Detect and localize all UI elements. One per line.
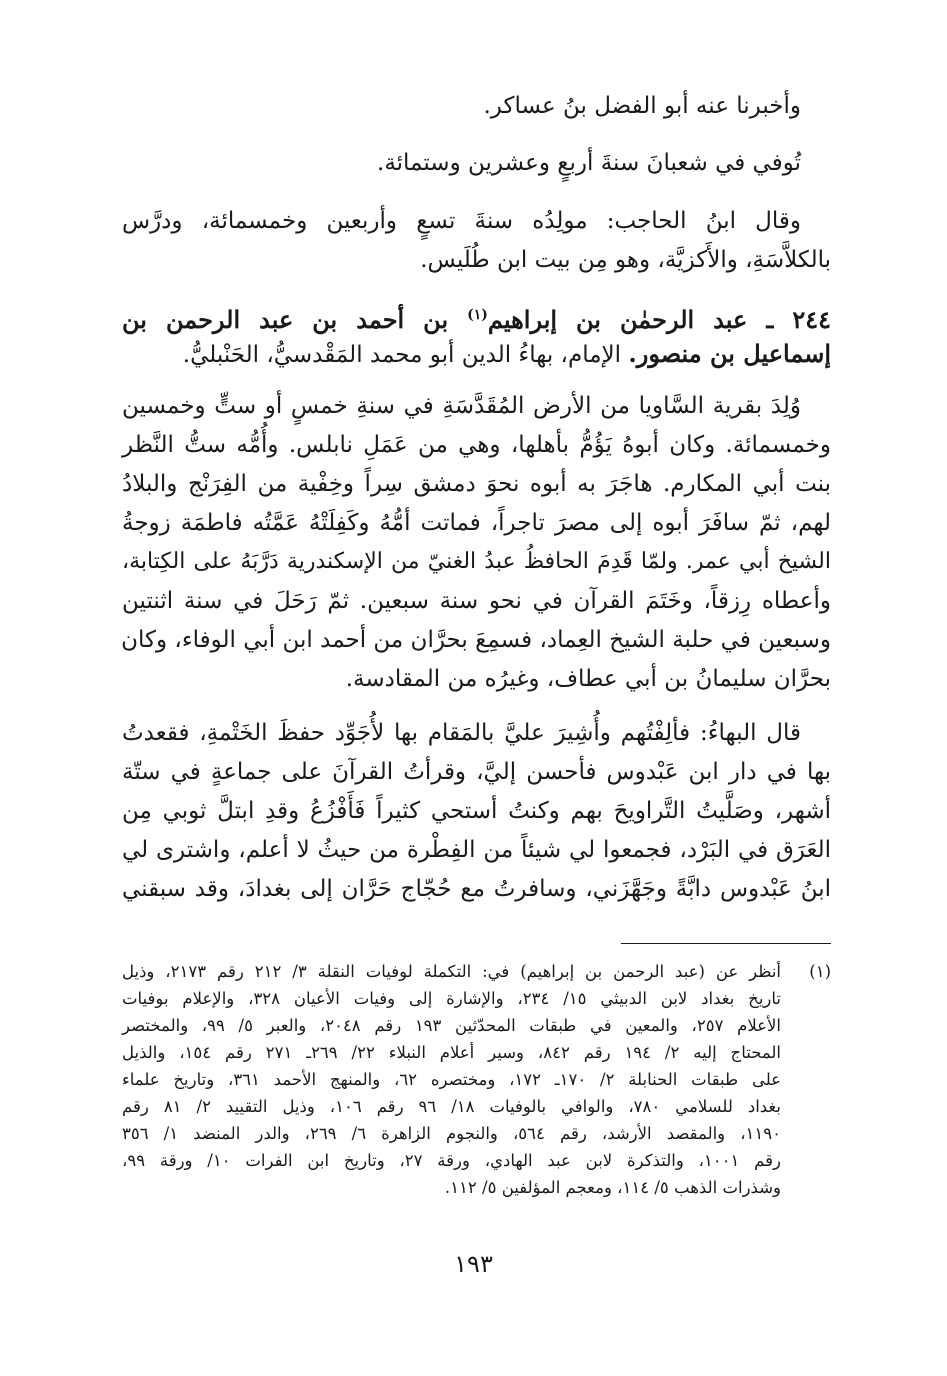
text-line: قال البهاءُ: فألِفْتُهم وأُشِيرَ عليَّ بالمَقام بها لأُجَوِّد حفظَ الخَتْمةِ، فقعدتُ bbox=[122, 720, 801, 746]
text-line: الشيخ أبي عمر. ولمّا قَدِمَ الحافظُ عبدُ الغنيّ من الإسكندرية دَرَّبَهُ على الكِتابة، bbox=[122, 549, 831, 574]
text-line: وأخبرنا عنه أبو الفضل بنُ عساكر. bbox=[483, 93, 801, 119]
footnote-line: تاريخ بغداد لابن الدبيثي ١٥/ ٢٣٤، والإشارة إلى وفيات الأعيان ٣٢٨، والإعلام بوفيات bbox=[122, 989, 782, 1008]
footnote-line: الأعلام ٢٥٧، والمعين في طبقات المحدّثين ١٩٣ رقم ٢٠٤٨، والعبر ٥/ ٩٩، والمختصر bbox=[122, 1016, 782, 1035]
text-line: ابنُ عَبْدوس دابَّةً وجَهَّزَني، وسافرتُ مع حُجّاج حَرَّان إلى بغدادَ، وقد سبقني bbox=[122, 876, 831, 902]
footnote-reference: (١) bbox=[467, 307, 488, 323]
text-line: وسبعين في حلبة الشيخ العِماد، فسمِعَ بحرَّان من أحمد ابن أبي الوفاء، وكان bbox=[121, 627, 831, 653]
footnote-line: أنظر عن (عبد الرحمن بن إبراهيم) في: التكملة لوفيات النقلة ٣/ ٢١٢ رقم ٢١٧٣، وذيل bbox=[122, 962, 781, 981]
entry-heading-lineage: بن أحمد بن عبد الرحمن بن bbox=[122, 305, 449, 334]
footnote-line: وشذرات الذهب ٥/ ١١٤، ومعجم المؤلفين ٥/ ١١٢. bbox=[444, 1178, 781, 1197]
text-line: وأعطاه رِزقاً، وخَتَمَ القرآن في نحو سنة سبعين. ثمّ رَحَلَ في سنة اثنتين bbox=[122, 588, 831, 614]
text-line: وقال ابنُ الحاجب: مولِدُه سنةَ تسعٍ وأربعين وخمسمائة، ودرَّس bbox=[122, 208, 801, 234]
text-line: وخمسمائة. وكان أبوهُ يَؤُمُّ بأهلها، وهي من عَمَلِ نابلس. وأُمُّه ستُّ النَّظر bbox=[122, 432, 831, 458]
entry-heading bbox=[122, 297, 831, 338]
entry-heading-name: ٢٤٤ ـ عبد الرحمٰن بن إبراهيم bbox=[487, 305, 832, 334]
text-line: بها في دار ابن عَبْدوس فأحسن إليَّ، وقرأتُ القرآنَ على جماعةٍ في ستّة bbox=[122, 759, 831, 785]
entry-heading-line2 bbox=[122, 336, 831, 373]
text-line: بالكلاَّسَةِ، والأَكزيَّة، وهو مِن بيت ابن طُلَيس. bbox=[420, 247, 831, 273]
text-line: أشهر، وصَلَّيتُ التَّراويحَ بهم وكنتُ أستحي كثيراً فَأَفْزُعُ وقدِ ابتلَّ ثوبي مِن bbox=[122, 798, 831, 824]
footnote-line: المحتاج إليه ٢/ ١٩٤ رقم ٨٤٢، وسير أعلام النبلاء ٢٢/ ٢٦٩ـ ٢٧١ رقم ١٥٤، والذيل bbox=[122, 1043, 782, 1062]
page-number: ١٩٣ bbox=[454, 1250, 493, 1278]
entry-heading-lineage-end: إسماعيل بن منصور. bbox=[628, 339, 831, 368]
text-line: بحرَّان سليمانُ بن أبي عطاف، وغيرُه من المقادسة. bbox=[345, 666, 831, 692]
entry-titles: الإمام، بهاءُ الدين أبو محمد المَقْدسيُّ، الحَنْبليُّ. bbox=[182, 342, 622, 368]
footnote-number: (١) bbox=[809, 962, 831, 981]
text-line: وُلِدَ بقرية السَّاويا من الأرض المُقَدَّسَةِ في سنةِ خمسٍ أو ستٍّ وخمسين bbox=[122, 393, 801, 419]
text-line: العَرَق في البَرْد، فجمعوا لي شيئاً من الفِطْرة من حيثُ لا أعلم، واشترى لي bbox=[122, 837, 831, 863]
text-line: بنت أبي المكارم. هاجَرَ به أبوه نحوَ دمشق سِراً وخِفْية من الفِرَنْج والبلادُ bbox=[122, 471, 831, 497]
text-line: لهم، ثمّ سافَرَ أبوه إلى مصرَ تاجراً، فماتت أمُّهُ وكَفِلَتْهُ عَمَّتُه فاطمَة زوجةُ bbox=[122, 510, 831, 536]
footnote-line: بغداد للسلامي ٧٨٠، والوافي بالوفيات ١٨/ ٩٦ رقم ١٠٦، وذيل التقييد ٢/ ٨١ رقم bbox=[122, 1097, 781, 1116]
footnote-separator bbox=[621, 943, 831, 944]
footnote-line: رقم ١٠٠١، والتذكرة لابن عبد الهادي، ورقة ٢٧، وتاريخ ابن الفرات ١٠/ ورقة ٩٩، bbox=[122, 1151, 781, 1170]
footnote-line: على طبقات الحنابلة ٢/ ١٧٠ـ ١٧٢، ومختصره ٦٢، والمنهج الأحمد ٣٦١، وتاريخ علماء bbox=[122, 1070, 782, 1089]
text-line: تُوفي في شعبانَ سنةَ أربعٍ وعشرين وستمائة. bbox=[377, 150, 801, 176]
footnote-line: ١١٩٠، والمقصد الأرشد، رقم ٥٦٤، والنجوم الزاهرة ٦/ ٢٦٩، والدر المنضد ١/ ٣٥٦ bbox=[122, 1124, 781, 1143]
